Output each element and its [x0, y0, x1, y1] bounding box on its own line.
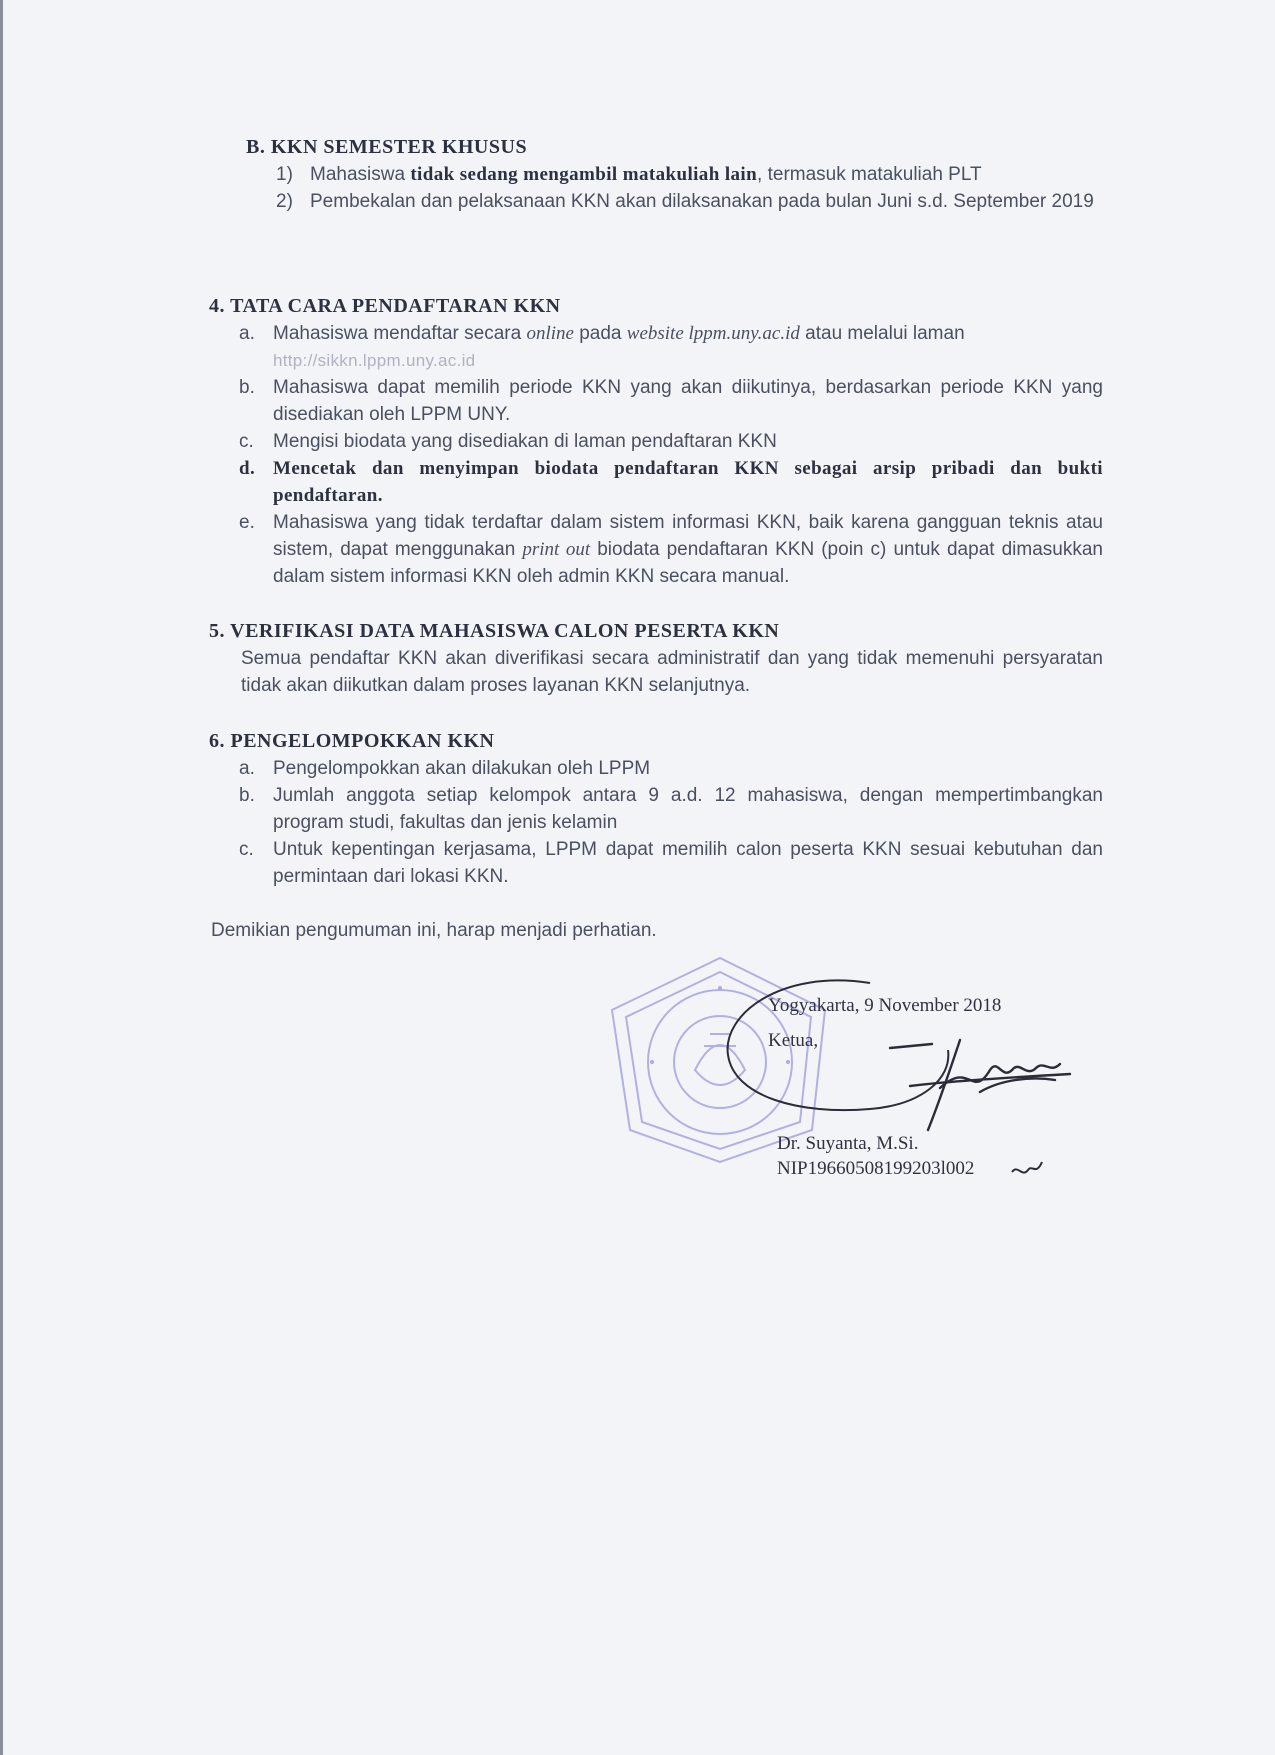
section-5-text: Semua pendaftar KKN akan diverifikasi secara administratif dan yang tidak memenuhi persyaratan tidak akan diikutkan dalam proses layanan KKN selanjutnya. — [241, 648, 1103, 696]
list-item — [239, 455, 1103, 509]
item-marker: b. — [239, 785, 255, 806]
item-marker: 1) — [276, 164, 293, 185]
section-b — [213, 133, 1103, 215]
item-marker: a. — [239, 323, 255, 344]
item-text: Untuk kepentingan kerjasama, LPPM dapat memilih calon peserta KKN sesuai kebutuhan dan permintaan dari lokasi KKN. — [273, 839, 1103, 887]
list-item — [239, 374, 1103, 428]
list-item — [239, 428, 1103, 455]
item-text: Pengelompokkan akan dilakukan oleh LPPM — [273, 758, 651, 779]
item-marker: a. — [239, 758, 255, 779]
list-item — [239, 836, 1103, 890]
list-item — [276, 161, 1103, 188]
item-marker: c. — [239, 839, 254, 860]
section-5-title: 5. VERIFIKASI DATA MAHASISWA CALON PESERTA KKN — [209, 620, 780, 642]
list-item — [239, 755, 1103, 782]
item-text: Mengisi biodata yang disediakan di laman pendaftaran KKN — [273, 431, 777, 452]
section-5 — [209, 617, 1103, 699]
item-text: Mahasiswa mendaftar secara online pada website lppm.uny.ac.id atau melalui laman http://sikkn.lppm.uny.ac.id — [273, 323, 965, 370]
section-6 — [209, 727, 1103, 890]
item-text: Mencetak dan menyimpan biodata pendaftaran KKN sebagai arsip pribadi dan bukti pendaftaran. — [273, 458, 1103, 506]
section-4-title: 4. TATA CARA PENDAFTARAN KKN — [209, 295, 561, 317]
item-text: Jumlah anggota setiap kelompok antara 9 a.d. 12 mahasiswa, dengan mempertimbangkan program studi, fakultas dan jenis kelamin — [273, 785, 1103, 833]
item-marker: b. — [239, 377, 255, 398]
signatory-name: Dr. Suyanta, M.Si. — [777, 1133, 919, 1154]
signature — [880, 1030, 1080, 1140]
closing-text: Demikian pengumuman ini, harap menjadi perhatian. — [211, 920, 657, 941]
list-item — [239, 509, 1103, 590]
section-6-title: 6. PENGELOMPOKKAN KKN — [209, 730, 495, 752]
paraf-mark-icon — [1010, 1158, 1044, 1182]
item-text: Mahasiswa yang tidak terdaftar dalam sistem informasi KKN, baik karena gangguan teknis atau sistem, dapat menggunakan print out biodata pendaftaran KKN (poin c) untuk dapat dimasukkan dalam sistem informasi KKN oleh admin KKN secara manual. — [273, 512, 1103, 587]
list-item — [239, 782, 1103, 836]
list-item — [276, 188, 1103, 215]
item-text: Mahasiswa tidak sedang mengambil matakuliah lain, termasuk matakuliah PLT — [310, 164, 982, 185]
item-marker: c. — [239, 431, 254, 452]
signatory-nip: NIP19660508199203l002 — [777, 1158, 975, 1179]
section-5-text-row — [241, 645, 1103, 699]
item-marker: 2) — [276, 191, 293, 212]
section-b-title: B. KKN SEMESTER KHUSUS — [246, 136, 528, 158]
section-4 — [209, 292, 1103, 590]
list-item — [239, 320, 1103, 374]
item-marker: d. — [239, 458, 256, 479]
signature-place-date: Yogyakarta, 9 November 2018 — [768, 995, 1002, 1016]
signature-role: Ketua, — [768, 1030, 819, 1051]
item-text: Pembekalan dan pelaksanaan KKN akan dilaksanakan pada bulan Juni s.d. September 2019 — [310, 191, 1094, 212]
item-marker: e. — [239, 512, 255, 533]
item-text: Mahasiswa dapat memilih periode KKN yang akan diikutinya, berdasarkan periode KKN yang disediakan oleh LPPM UNY. — [273, 377, 1103, 425]
registration-link[interactable]: http://sikkn.lppm.uny.ac.id — [273, 351, 476, 370]
